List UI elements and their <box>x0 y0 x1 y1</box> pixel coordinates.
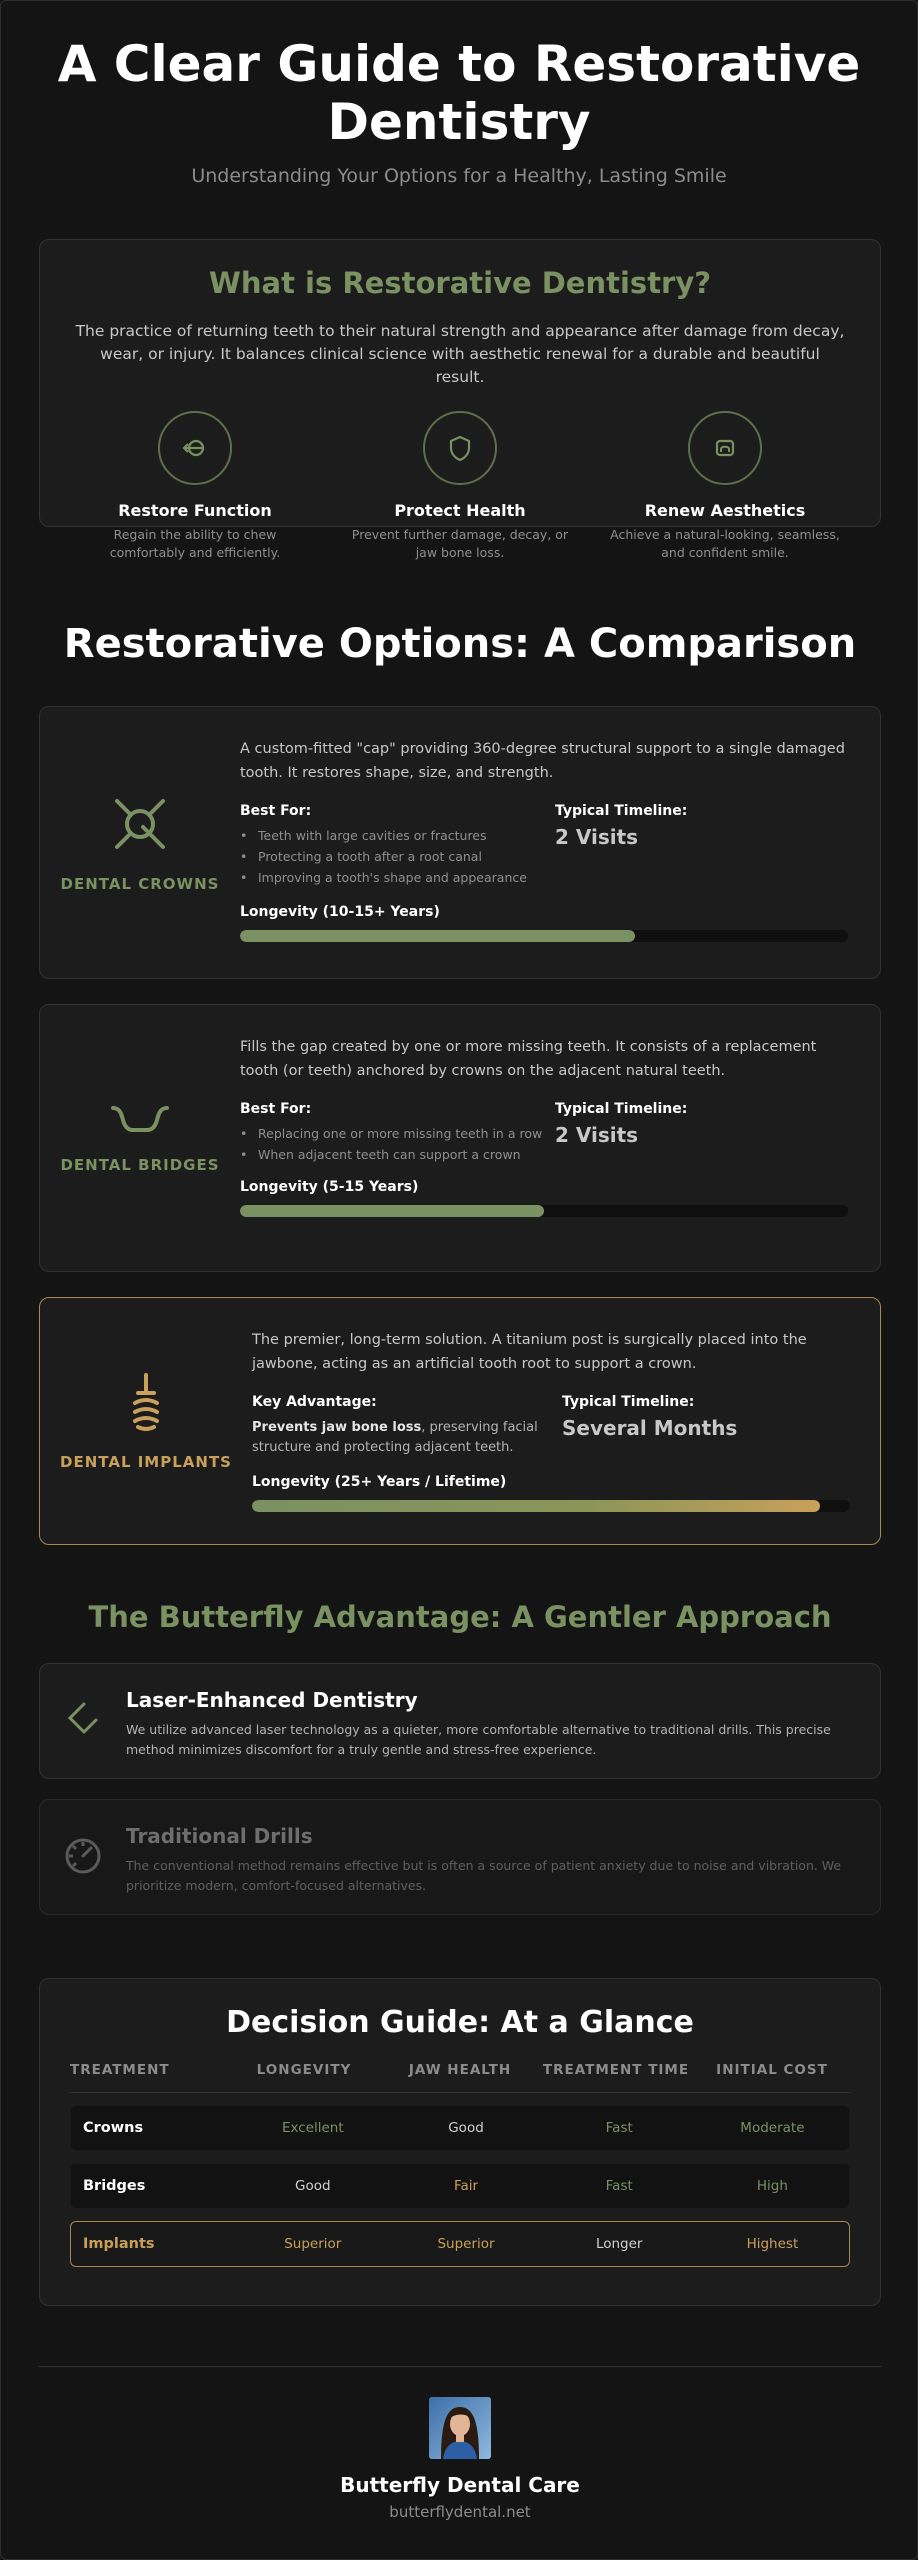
table-cell: High <box>756 2178 788 2194</box>
page-title: A Clear Guide to Restorative Dentistry <box>57 35 861 151</box>
longevity-bar <box>252 1500 850 1512</box>
option-desc: A custom-fitted "cap" providing 360-degree structural support to a single damaged tooth. It restores shape, size, and strength. <box>240 741 845 781</box>
longevity-fill <box>240 1205 544 1217</box>
best-for-list <box>240 827 555 887</box>
table-cell: Fast <box>605 2178 633 2194</box>
table-cell: Moderate <box>740 2120 805 2136</box>
timeline-value: 2 Visits <box>555 1123 639 1147</box>
practice-url: butterflydental.net <box>389 2503 531 2521</box>
column-header: TREATMENT TIME <box>542 2062 690 2078</box>
timeline-label: Typical Timeline: <box>562 1394 695 1410</box>
pillar-title: Protect Health <box>394 501 526 520</box>
table-cell: Highest <box>746 2236 799 2252</box>
pillar-desc: Achieve a natural-looking, seamless, and confident smile. <box>610 527 840 560</box>
list-item: • When adjacent teeth can support a crown <box>240 1146 555 1164</box>
avatar <box>429 2397 491 2459</box>
drills-desc: The conventional method remains effective but is often a source of patient anxiety due to noise and vibration. We prioritize modern, comfort-focused alternatives. <box>126 1858 842 1893</box>
longevity-label: Longevity (25+ Years / Lifetime) <box>252 1474 507 1490</box>
drills-title: Traditional Drills <box>126 1824 313 1848</box>
table-cell: Fast <box>605 2120 633 2136</box>
timeline-value: 2 Visits <box>555 825 639 849</box>
key-advantage-label: Key Advantage: <box>252 1394 377 1410</box>
decision-guide <box>39 1978 881 2306</box>
timeline-label: Typical Timeline: <box>555 1101 688 1117</box>
longevity-fill <box>252 1500 820 1512</box>
best-for-label: Best For: <box>240 803 312 819</box>
bridge-icon <box>109 1102 171 1140</box>
laser-icon <box>40 1664 126 1740</box>
smile-icon <box>688 411 762 485</box>
option-badge <box>40 707 240 978</box>
pillars <box>40 411 880 562</box>
crown-tool-icon <box>109 793 171 859</box>
drills-card <box>39 1799 881 1915</box>
column-header: INITIAL COST <box>716 2062 828 2078</box>
longevity-label: Longevity (5-15 Years) <box>240 1179 419 1195</box>
laser-card <box>39 1663 881 1779</box>
column-header: TREATMENT <box>70 2062 170 2078</box>
implant-icon <box>126 1371 166 1437</box>
best-for-label: Best For: <box>240 1101 312 1117</box>
what-is-section <box>39 239 881 560</box>
option-desc: Fills the gap created by one or more missing teeth. It consists of a replacement tooth (or teeth) anchored by crowns on the adjacent natural teeth. <box>240 1039 817 1079</box>
longevity-fill <box>240 930 635 942</box>
option-name: DENTAL CROWNS <box>60 874 220 893</box>
table-cell: Good <box>295 2178 331 2194</box>
option-badge <box>40 1298 252 1544</box>
table-cell: Superior <box>284 2236 342 2252</box>
best-for-list <box>240 1125 555 1164</box>
table-row <box>70 2221 850 2267</box>
longevity-bar <box>240 1205 848 1217</box>
list-item: • Protecting a tooth after a root canal <box>240 848 555 866</box>
option-bridges <box>39 1004 881 1272</box>
hero <box>1 1 917 187</box>
laser-title: Laser-Enhanced Dentistry <box>126 1688 418 1712</box>
table-header <box>70 2062 850 2093</box>
option-desc: The premier, long-term solution. A titanium post is surgically placed into the jawbone, acting as an artificial tooth root to support a crown. <box>252 1332 807 1372</box>
practice-name: Butterfly Dental Care <box>340 2473 580 2497</box>
drill-icon <box>40 1800 126 1876</box>
timeline-label: Typical Timeline: <box>555 803 688 819</box>
decision-title: Decision Guide: At a Glance <box>226 2005 694 2040</box>
pillar-protect-health <box>345 411 575 562</box>
pillar-title: Restore Function <box>118 501 272 520</box>
pillar-title: Renew Aesthetics <box>644 501 806 520</box>
table-row <box>70 2163 850 2209</box>
table-cell: Good <box>448 2120 484 2136</box>
table-cell: Fair <box>453 2178 479 2194</box>
table-cell: Bridges <box>83 2178 146 2194</box>
option-crowns <box>39 706 881 979</box>
footer-divider <box>39 2366 881 2367</box>
longevity-label: Longevity (10-15+ Years) <box>240 904 440 920</box>
laser-desc: We utilize advanced laser technology as a quieter, more comfortable alternative to traditional drills. This precise method minimizes discomfort for a truly gentle and stress-free experience. <box>126 1722 831 1757</box>
table-cell: Implants <box>83 2236 155 2252</box>
page-subtitle: Understanding Your Options for a Healthy, Lasting Smile <box>191 165 727 187</box>
what-is-title: What is Restorative Dentistry? <box>208 266 712 300</box>
column-header: LONGEVITY <box>256 2062 352 2078</box>
pillar-renew-aesthetics <box>610 411 840 562</box>
comparison-title: Restorative Options: A Comparison <box>63 621 857 667</box>
footer <box>1 2397 918 2521</box>
pillar-restore-function <box>80 411 310 562</box>
option-name: DENTAL BRIDGES <box>60 1156 220 1174</box>
list-item: • Replacing one or more missing teeth in a row <box>240 1125 555 1143</box>
option-implants <box>39 1297 881 1545</box>
pillar-desc: Prevent further damage, decay, or jaw bone loss. <box>351 527 569 560</box>
table-cell: Superior <box>437 2236 495 2252</box>
key-advantage-text: Prevents jaw bone loss, preserving facial structure and protecting adjacent teeth. <box>252 1420 538 1455</box>
list-item: • Teeth with large cavities or fractures <box>240 827 555 845</box>
option-badge <box>40 1005 240 1271</box>
table-row <box>70 2105 850 2151</box>
table-cell: Crowns <box>83 2120 144 2136</box>
table-cell: Longer <box>595 2236 643 2252</box>
butterfly-title: The Butterfly Advantage: A Gentler Approach <box>88 1600 832 1634</box>
timeline-value: Several Months <box>562 1416 738 1440</box>
list-item: • Improving a tooth's shape and appearance <box>240 869 555 887</box>
option-name: DENTAL IMPLANTS <box>60 1453 232 1471</box>
cycle-icon <box>158 411 232 485</box>
what-is-intro: The practice of returning teeth to their natural strength and appearance after damage from decay, wear, or injury. It balances clinical science with aesthetic renewal for a durable and beautiful result. <box>75 322 845 386</box>
pillar-desc: Regain the ability to chew comfortably and efficiently. <box>109 527 281 560</box>
column-header: JAW HEALTH <box>408 2062 512 2078</box>
table-cell: Excellent <box>281 2120 344 2136</box>
longevity-bar <box>240 930 848 942</box>
shield-icon <box>423 411 497 485</box>
